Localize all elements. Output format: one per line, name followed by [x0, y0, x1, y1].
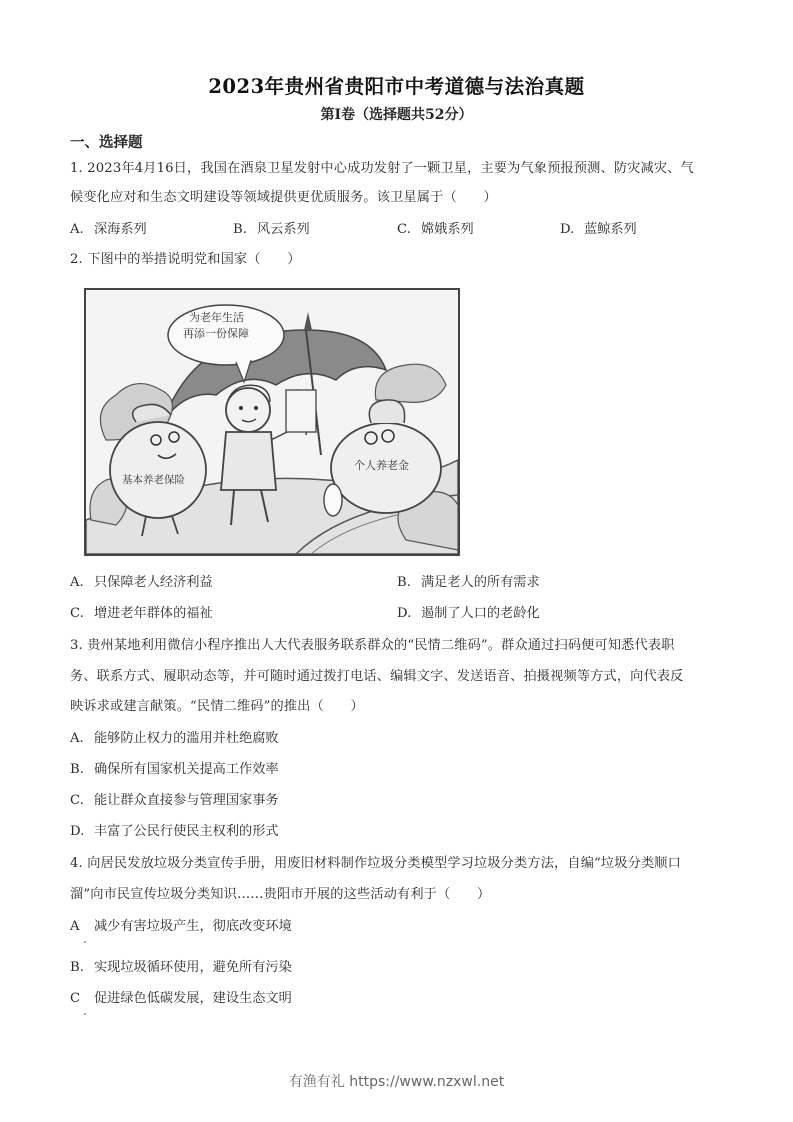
option-key: D. — [397, 606, 412, 621]
option-key: C — [70, 991, 81, 1006]
option-text: 确保所有国家机关提高工作效率 — [94, 762, 279, 777]
option-key: B. — [397, 575, 411, 590]
question-1-stem-line-2: 候变化应对和生态文明建设等领域提供更优质服务。该卫星属于（ ） — [70, 190, 497, 205]
stray-period-mark — [84, 1013, 86, 1015]
question-4-option-c[interactable] — [70, 990, 292, 1008]
question-1-option-d[interactable] — [560, 221, 637, 239]
option-text: 丰富了公民行使民主权利的形式 — [94, 824, 279, 839]
question-2-stem-line-1: 2. 下图中的举措说明党和国家（ ） — [70, 252, 301, 267]
option-key: D. — [560, 222, 575, 237]
page-subtitle: 第Ⅰ卷（选择题共52分） — [320, 107, 473, 123]
question-4-stem-line-1: 4. 向居民发放垃圾分类宣传手册，用废旧材料制作垃圾分类模型学习垃圾分类方法，自编“垃圾分类顺口 — [70, 856, 681, 871]
option-key: B. — [70, 762, 84, 777]
option-text: 减少有害垃圾产生，彻底改变环境 — [94, 919, 292, 934]
option-text: 能让群众直接参与管理国家事务 — [94, 793, 279, 808]
option-text: 遏制了人口的老龄化 — [421, 606, 540, 621]
question-3-stem-line-3: 映诉求或建言献策。“民情二维码”的推出（ ） — [70, 699, 364, 714]
stray-period-mark — [84, 941, 86, 943]
question-4-option-a[interactable] — [70, 918, 292, 936]
option-text: 促进绿色低碳发展，建设生态文明 — [94, 991, 292, 1006]
question-4-option-b[interactable] — [70, 959, 292, 977]
question-1-stem-line-1: 1. 2023年4月16日，我国在酒泉卫星发射中心成功发射了一颗卫星，主要为气象预报预测、防灾减灾、气 — [70, 161, 694, 176]
question-2-option-d[interactable] — [397, 605, 540, 623]
speech-bubble-line-2: 再添一份保障 — [183, 327, 249, 340]
question-3-option-c[interactable] — [70, 792, 279, 810]
question-4-stem-line-2: 溜”向市民宣传垃圾分类知识……贵阳市开展的这些活动有利于（ ） — [70, 887, 491, 902]
option-key: B. — [70, 960, 84, 975]
question-1-option-a[interactable] — [70, 221, 147, 239]
option-text: 蓝鲸系列 — [584, 222, 637, 237]
option-text: 只保障老人经济利益 — [94, 575, 213, 590]
cartoon-figure-pension — [84, 288, 460, 556]
option-text: 实现垃圾循环使用，避免所有污染 — [94, 960, 292, 975]
option-key: A. — [70, 222, 84, 237]
option-key: A — [70, 919, 80, 934]
option-key: B. — [233, 222, 247, 237]
question-3-option-d[interactable] — [70, 823, 279, 841]
option-text: 深海系列 — [94, 222, 147, 237]
speech-bubble-line-1: 为老年生活 — [189, 311, 244, 324]
option-text: 能够防止权力的滥用并杜绝腐败 — [94, 731, 279, 746]
page-title: 2023年贵州省贵阳市中考道德与法治真题 — [208, 75, 585, 98]
question-3-stem-line-2: 务、联系方式、履职动态等，并可随时通过拨打电话、编辑文字、发送语音、拍摄视频等方式，向代表反 — [70, 669, 684, 684]
question-2-option-a[interactable] — [70, 574, 213, 592]
question-2-option-b[interactable] — [397, 574, 540, 592]
option-key: A. — [70, 731, 84, 746]
question-1-option-c[interactable] — [397, 221, 474, 239]
left-bag-label: 基本养老保险 — [122, 474, 185, 486]
question-3-option-b[interactable] — [70, 761, 279, 779]
cartoon-illustration — [86, 290, 458, 554]
option-text: 增进老年群体的福祉 — [94, 606, 213, 621]
option-key: C. — [397, 222, 411, 237]
question-2-option-c[interactable] — [70, 605, 213, 623]
footer-watermark[interactable]: 有渔有礼 https://www.nzxwl.net — [288, 1074, 505, 1090]
question-1-option-b[interactable] — [233, 221, 310, 239]
question-3-stem-line-1: 3. 贵州某地利用微信小程序推出人大代表服务联系群众的“民情二维码”。群众通过扫码便可知悉代表职 — [70, 638, 675, 653]
right-bag-label: 个人养老金 — [354, 459, 409, 472]
option-text: 满足老人的所有需求 — [421, 575, 540, 590]
option-key: C. — [70, 606, 84, 621]
option-text: 嫦娥系列 — [421, 222, 474, 237]
question-3-option-a[interactable] — [70, 730, 279, 748]
option-text: 风云系列 — [257, 222, 310, 237]
option-key: A. — [70, 575, 84, 590]
option-key: D. — [70, 824, 85, 839]
section-heading: 一、选择题 — [70, 134, 143, 151]
option-key: C. — [70, 793, 84, 808]
